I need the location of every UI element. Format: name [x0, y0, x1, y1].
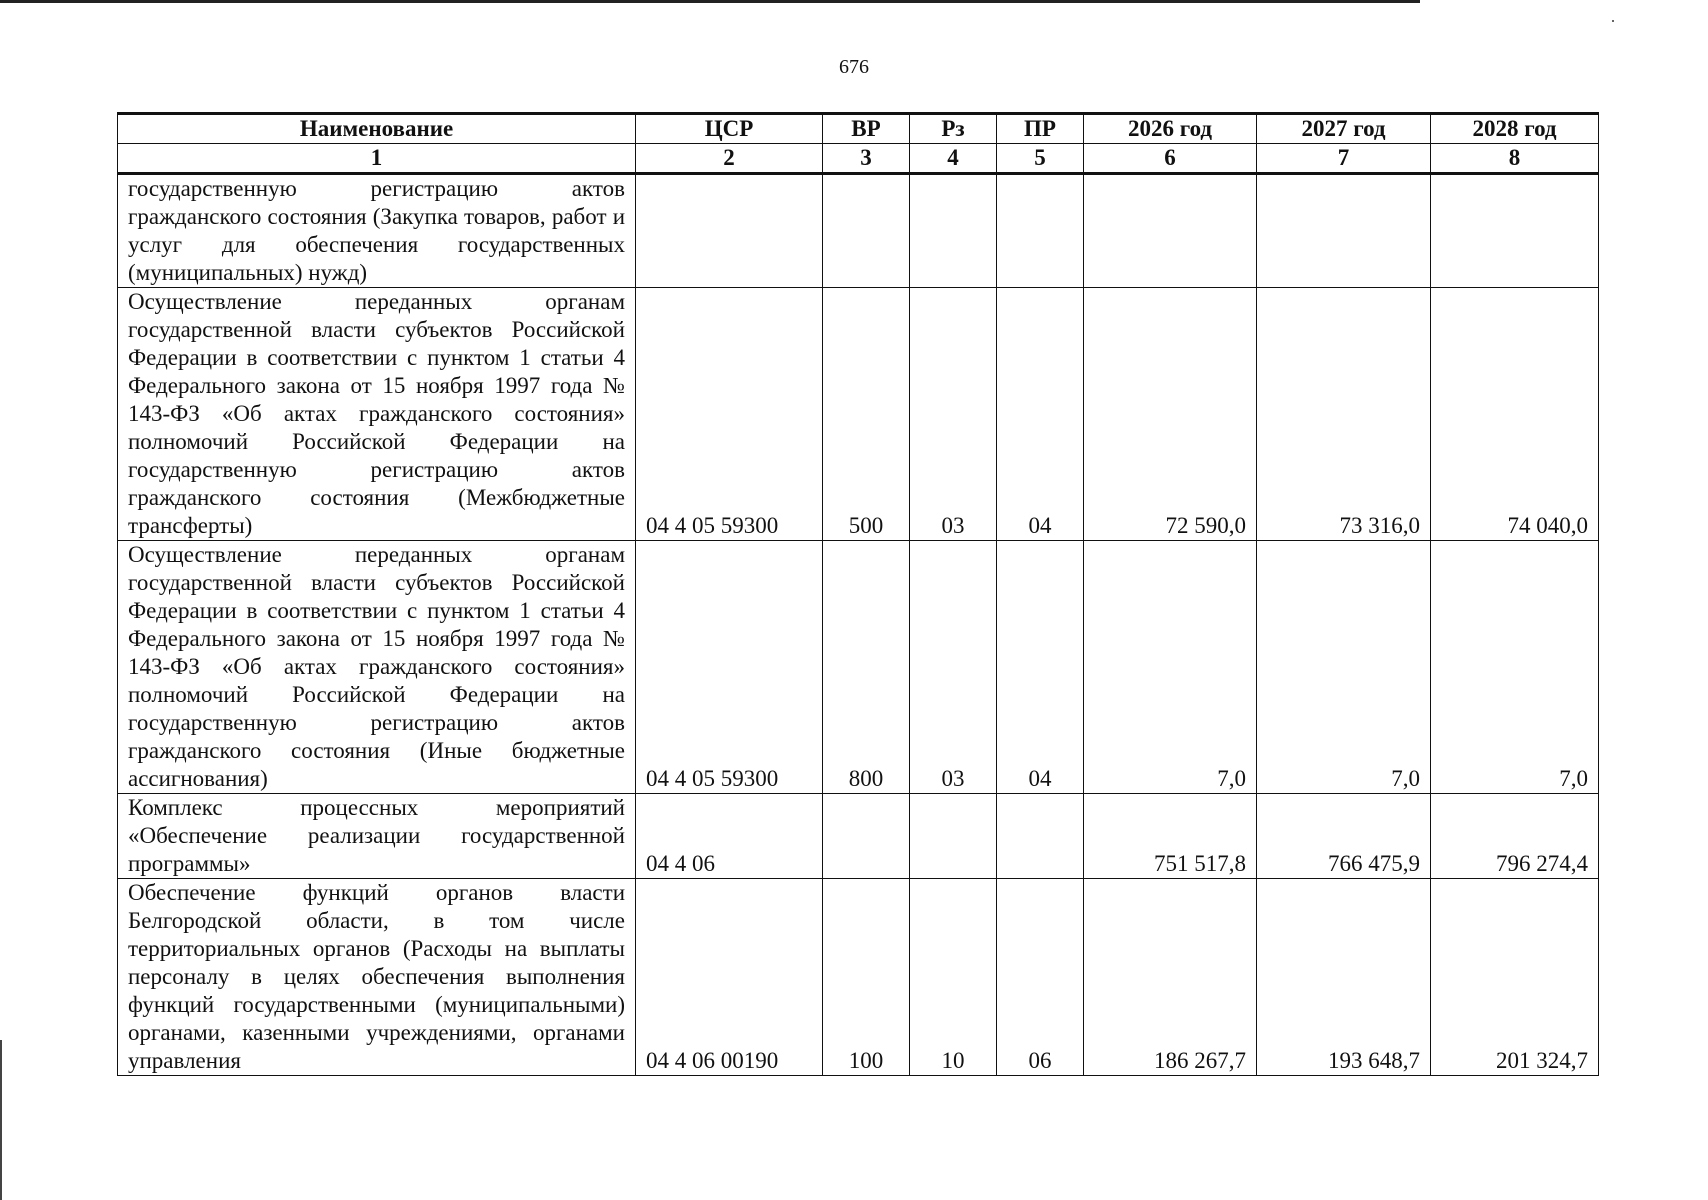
column-number: 1 [118, 144, 636, 174]
row-2026: 186 267,7 [1084, 879, 1257, 1076]
budget-table [117, 112, 1599, 1076]
row-vr [823, 174, 910, 288]
header-row [118, 114, 1599, 144]
row-2027: 193 648,7 [1257, 879, 1431, 1076]
row-name: Осуществление переданных органам государственной власти субъектов Российской Федерации в соответствии с пунктом 1 статьи 4 Федерального закона от 15 ноября 1997 года № 143-ФЗ «Об актах гражданского состояния» полномочий Российской Федерации на государственную регистрацию актов гражданского состояния (Межбюджетные трансферты) [118, 288, 636, 541]
row-2028: 74 040,0 [1431, 288, 1599, 541]
row-csr: 04 4 06 00190 [636, 879, 823, 1076]
row-csr: 04 4 06 [636, 794, 823, 879]
row-rz: 03 [910, 288, 997, 541]
row-rz [910, 174, 997, 288]
column-number: 2 [636, 144, 823, 174]
column-number: 3 [823, 144, 910, 174]
column-number: 5 [997, 144, 1084, 174]
row-pr [997, 794, 1084, 879]
scan-edge-left [0, 1040, 2, 1200]
row-2027: 766 475,9 [1257, 794, 1431, 879]
column-number: 6 [1084, 144, 1257, 174]
row-vr: 100 [823, 879, 910, 1076]
table-row [118, 794, 1599, 879]
header-2027: 2027 год [1257, 114, 1431, 144]
row-rz: 03 [910, 541, 997, 794]
row-2028 [1431, 174, 1599, 288]
row-csr: 04 4 05 59300 [636, 541, 823, 794]
row-2027 [1257, 174, 1431, 288]
row-vr [823, 794, 910, 879]
row-vr: 800 [823, 541, 910, 794]
scan-speck [1612, 20, 1614, 22]
row-2027: 73 316,0 [1257, 288, 1431, 541]
column-number: 7 [1257, 144, 1431, 174]
scan-edge-top [0, 0, 1420, 3]
column-number-row [118, 144, 1599, 174]
table-row [118, 541, 1599, 794]
row-pr: 04 [997, 288, 1084, 541]
row-2026: 751 517,8 [1084, 794, 1257, 879]
page-number: 676 [839, 56, 869, 78]
row-name: Комплекс процессных мероприятий «Обеспечение реализации государственной программы» [118, 794, 636, 879]
table-row [118, 288, 1599, 541]
table-row [118, 879, 1599, 1076]
row-name: Обеспечение функций органов власти Белгородской области, в том числе территориальных органов (Расходы на выплаты персоналу в целях обеспечения выполнения функций государственными (муниципальными) органами, казенными учреждениями, органами управления [118, 879, 636, 1076]
row-vr: 500 [823, 288, 910, 541]
column-number: 4 [910, 144, 997, 174]
row-name: государственную регистрацию актов гражданского состояния (Закупка товаров, работ и услуг для обеспечения государственных (муниципальных) нужд) [118, 174, 636, 288]
table-row [118, 174, 1599, 288]
row-2026 [1084, 174, 1257, 288]
header-csr: ЦСР [636, 114, 823, 144]
column-number: 8 [1431, 144, 1599, 174]
row-2028: 201 324,7 [1431, 879, 1599, 1076]
row-pr: 04 [997, 541, 1084, 794]
row-2026: 7,0 [1084, 541, 1257, 794]
row-rz: 10 [910, 879, 997, 1076]
row-pr: 06 [997, 879, 1084, 1076]
row-csr [636, 174, 823, 288]
row-2027: 7,0 [1257, 541, 1431, 794]
header-2028: 2028 год [1431, 114, 1599, 144]
row-csr: 04 4 05 59300 [636, 288, 823, 541]
row-name: Осуществление переданных органам государственной власти субъектов Российской Федерации в соответствии с пунктом 1 статьи 4 Федерального закона от 15 ноября 1997 года № 143-ФЗ «Об актах гражданского состояния» полномочий Российской Федерации на государственную регистрацию актов гражданского состояния (Иные бюджетные ассигнования) [118, 541, 636, 794]
row-rz [910, 794, 997, 879]
row-2028: 7,0 [1431, 541, 1599, 794]
header-name: Наименование [118, 114, 636, 144]
row-2028: 796 274,4 [1431, 794, 1599, 879]
header-vr: ВР [823, 114, 910, 144]
header-2026: 2026 год [1084, 114, 1257, 144]
row-pr [997, 174, 1084, 288]
row-2026: 72 590,0 [1084, 288, 1257, 541]
header-rz: Рз [910, 114, 997, 144]
header-pr: ПР [997, 114, 1084, 144]
